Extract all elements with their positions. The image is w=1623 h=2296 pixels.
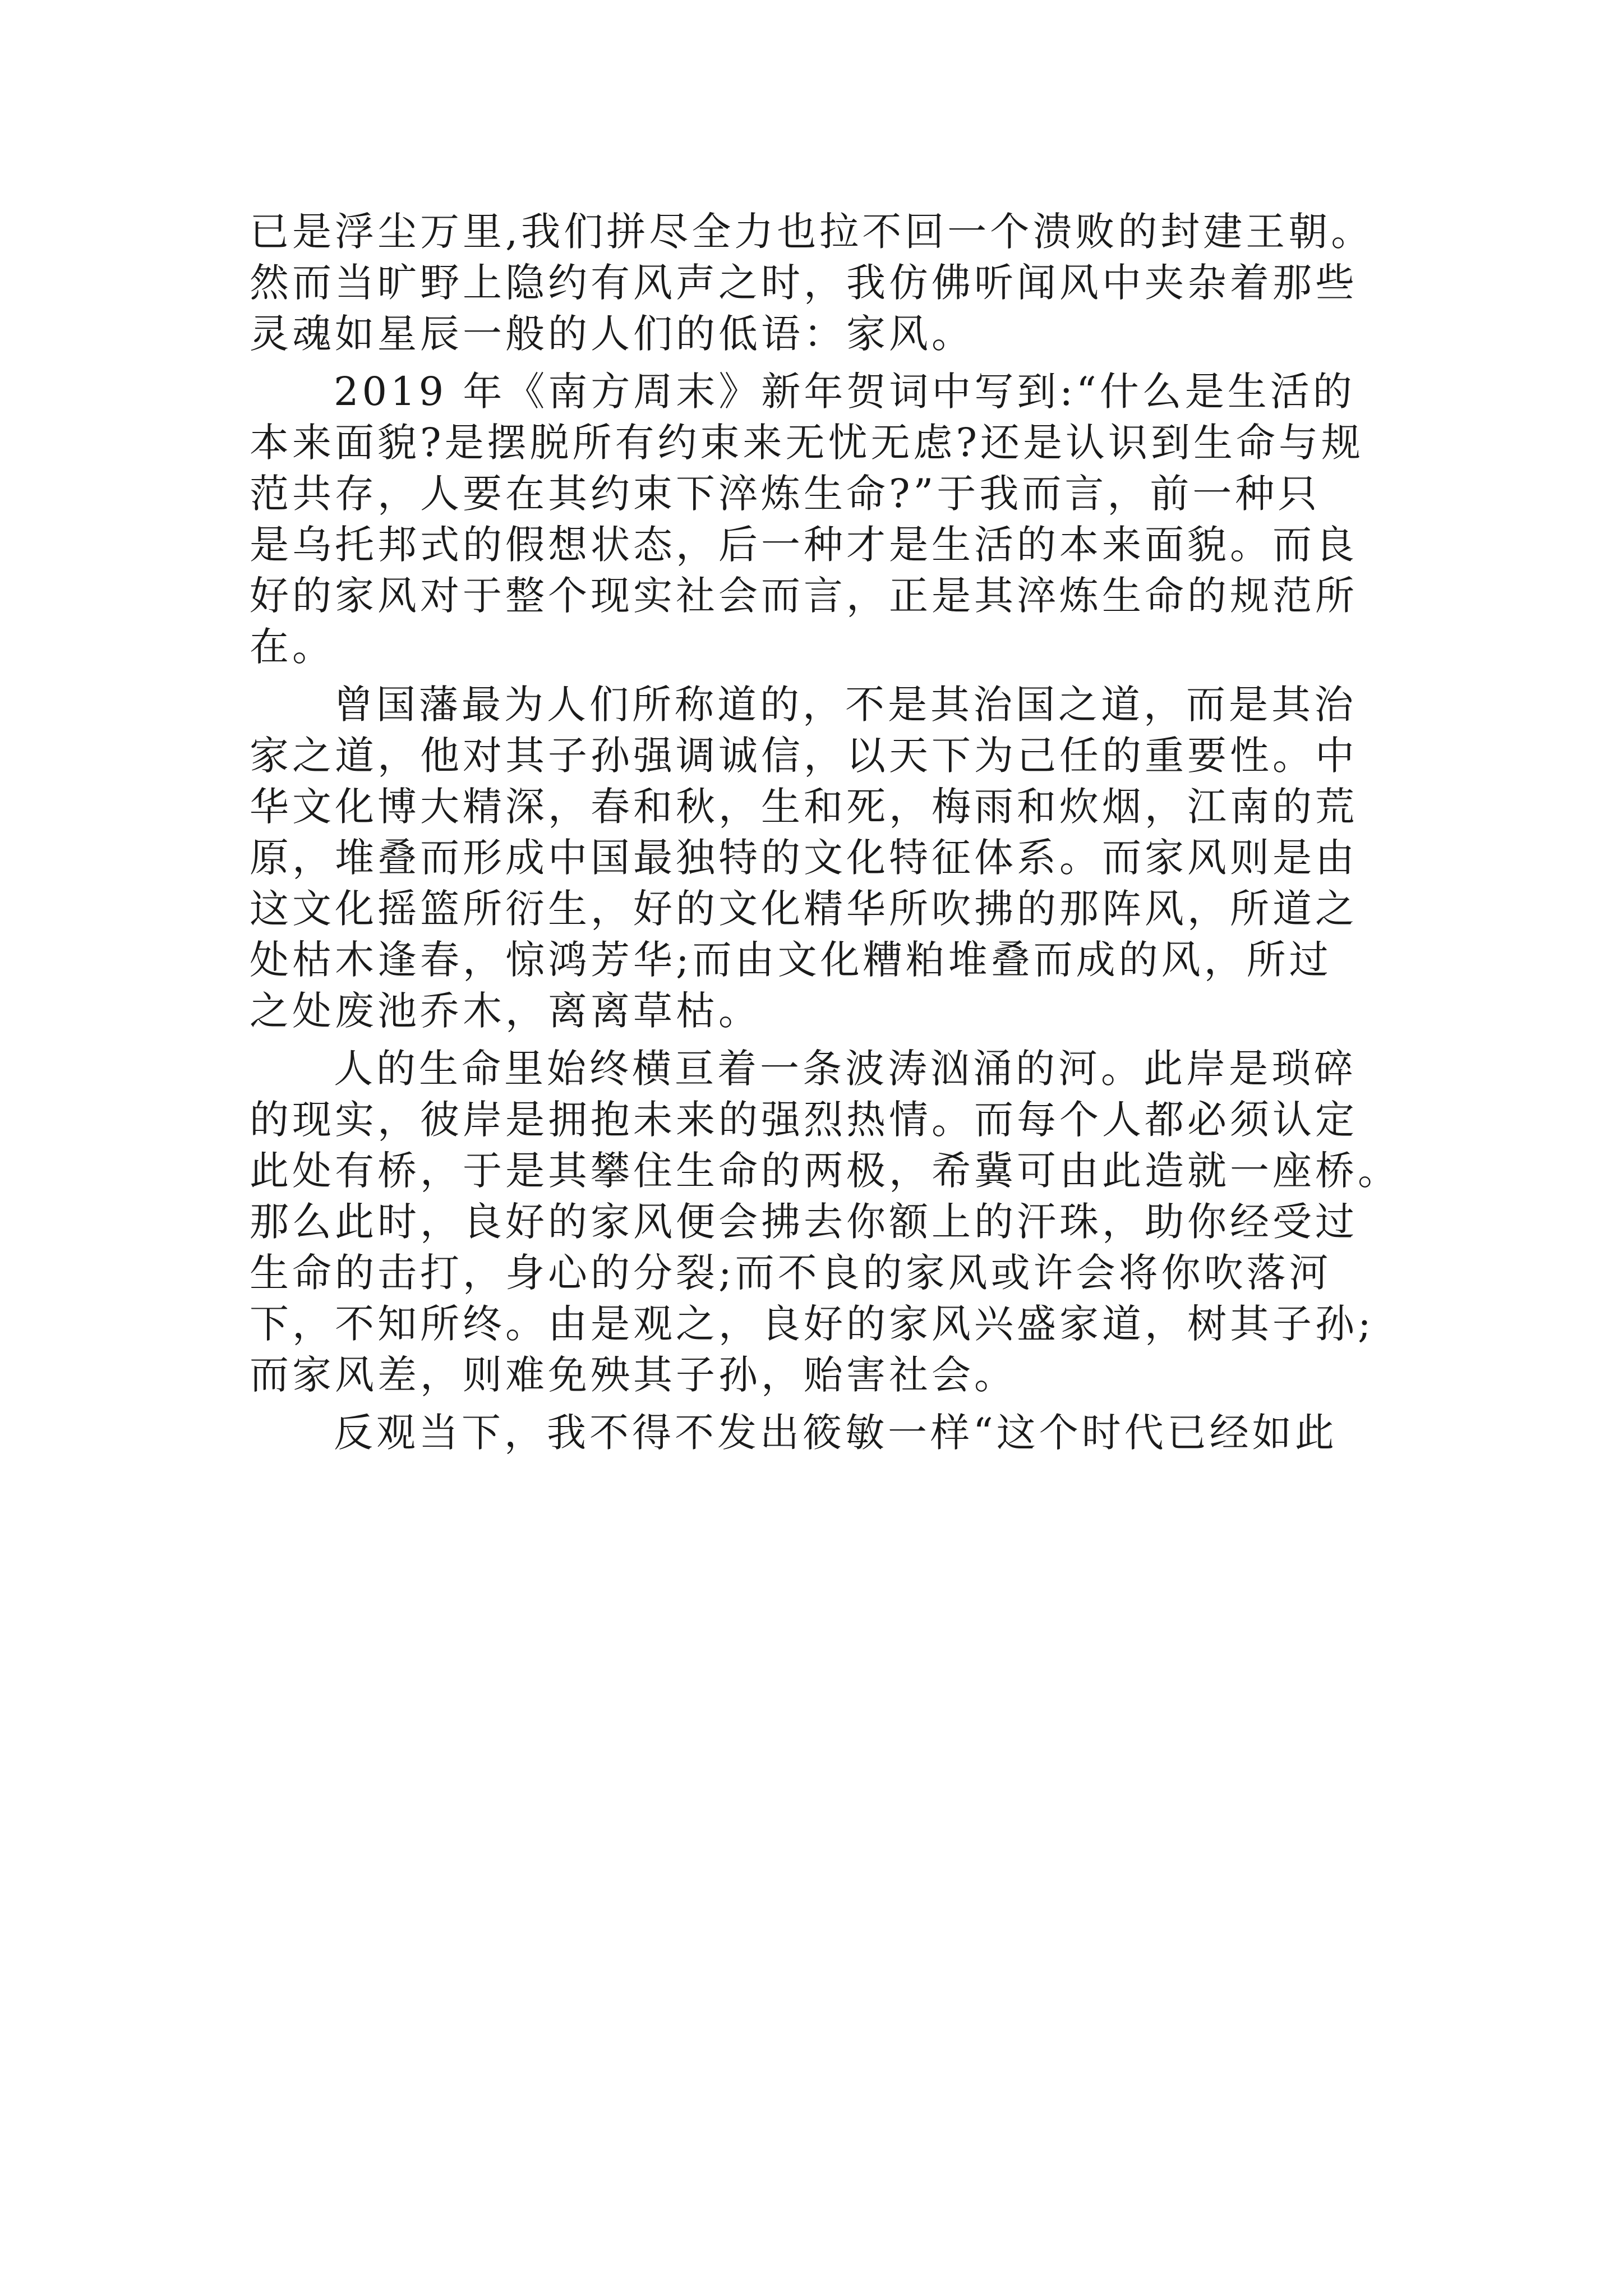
paragraph bbox=[250, 679, 1455, 1037]
paragraph bbox=[250, 206, 1455, 360]
text-line: 好的家风对于整个现实社会而言，正是其淬炼生命的规范所 bbox=[250, 573, 1358, 619]
text-line: 生命的击打，身心的分裂;而不良的家风或许会将你吹落河 bbox=[250, 1250, 1332, 1296]
text-line: 的现实，彼岸是拥抱未来的强烈热情。而每个人都必须认定 bbox=[250, 1097, 1358, 1143]
text-line: 范共存，人要在其约束下淬炼生命?”于我而言，前一种只 bbox=[250, 471, 1321, 517]
paragraph bbox=[250, 1043, 1455, 1401]
text-line: 已是浮尘万里,我们拼尽全力也拉不回一个溃败的封建王朝。 bbox=[250, 209, 1374, 255]
paragraph-gap bbox=[250, 1401, 1455, 1407]
text-line: 曾国藩最为人们所称道的，不是其治国之道，而是其治 bbox=[334, 682, 1357, 728]
text-line: 家之道，他对其子孙强调诚信，以天下为己任的重要性。中 bbox=[250, 733, 1358, 779]
text-line: 下，不知所终。由是观之，良好的家风兴盛家道，树其子孙; bbox=[250, 1301, 1375, 1347]
text-line: 处枯木逢春，惊鸿芳华;而由文化糟粕堆叠而成的风，所过 bbox=[250, 937, 1332, 983]
paragraph bbox=[250, 366, 1455, 673]
text-line: 在。 bbox=[250, 624, 335, 670]
text-line: 那么此时，良好的家风便会拂去你额上的汗珠，助你经受过 bbox=[250, 1199, 1358, 1245]
text-line: 人的生命里始终横亘着一条波涛汹涌的河。此岸是琐碎 bbox=[334, 1046, 1357, 1092]
text-line: 这文化摇篮所衍生，好的文化精华所吹拂的那阵风，所道之 bbox=[250, 886, 1358, 932]
text-line: 是乌托邦式的假想状态，后一种才是生活的本来面貌。而良 bbox=[250, 522, 1358, 568]
text-line: 灵魂如星辰一般的人们的低语：家风。 bbox=[250, 311, 974, 357]
paragraph-gap bbox=[250, 673, 1455, 679]
text-line: 之处废池乔木，离离草枯。 bbox=[250, 988, 761, 1034]
paragraph-gap bbox=[250, 360, 1455, 366]
text-line: 本来面貌?是摆脱所有约束来无忧无虑?还是认识到生命与规 bbox=[250, 420, 1364, 466]
text-line: 此处有桥，于是其攀住生命的两极，希冀可由此造就一座桥。 bbox=[250, 1148, 1400, 1194]
text-line: 而家风差，则难免殃其子孙，贻害社会。 bbox=[250, 1352, 1017, 1398]
text-line: 然而当旷野上隐约有风声之时，我仿佛听闻风中夹杂着那些 bbox=[250, 260, 1358, 306]
paragraph bbox=[250, 1407, 1455, 1458]
text-line: 2019 年《南方周末》新年贺词中写到:“什么是生活的 bbox=[334, 369, 1355, 415]
text-line: 反观当下，我不得不发出筱敏一样“这个时代已经如此 bbox=[334, 1410, 1338, 1456]
text-line: 华文化博大精深，春和秋，生和死，梅雨和炊烟，江南的荒 bbox=[250, 784, 1358, 830]
paragraph-gap bbox=[250, 1037, 1455, 1043]
essay-body bbox=[250, 206, 1455, 1458]
text-line: 原，堆叠而形成中国最独特的文化特征体系。而家风则是由 bbox=[250, 835, 1358, 881]
